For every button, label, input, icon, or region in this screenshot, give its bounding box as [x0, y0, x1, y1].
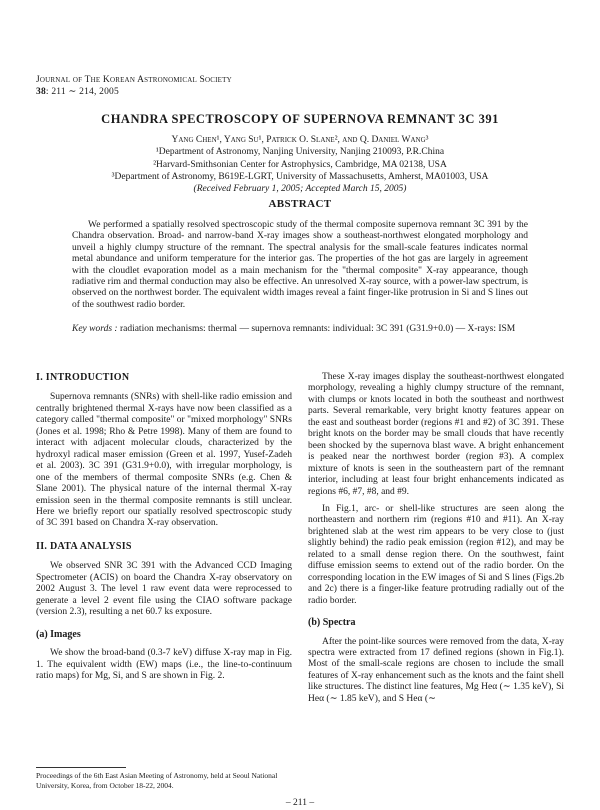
- affiliation-3: ³Department of Astronomy, B619E-LGRT, University of Massachusetts, Amherst, MA01003, USA: [111, 171, 489, 182]
- data-analysis-paragraph: We observed SNR 3C 391 with the Advanced CCD Imaging Spectrometer (ACIS) on board the Chandra X-ray observatory on 2002 August 3. The level 1 raw event data were reprocessed to generate a level 2 event file using the CIAO software package (version 2.3), resulting a net 60.7 ks exposure.: [36, 561, 292, 618]
- right-column: [308, 372, 564, 705]
- author-block: [0, 134, 600, 195]
- journal-name: Journal of The Korean Astronomical Society: [36, 75, 232, 85]
- footnote-rule: [36, 767, 126, 768]
- subsection-spectra-heading: (b) Spectra: [308, 617, 356, 629]
- journal-citation: [36, 86, 232, 98]
- images-paragraph-1: We show the broad-band (0.3-7 keV) diffuse X-ray map in Fig. 1. The equivalent width (EW) maps (i.e., the line-to-continuum ratio maps) for Mg, Si, and S are shown in Fig. 2.: [36, 648, 292, 681]
- introduction-paragraph: Supernova remnants (SNRs) with shell-like radio emission and centrally brightened thermal X-rays have now been classified as a category called "thermal composite" or "mixed morphology" SNRs (Jones et al. 1998; Rho & Petre 1998). Many of them are found to interact with adjacent molecular clouds, characterized by the hydroxyl radical maser emission (Green et al. 1997, Yusef-Zadeh et al. 2003). 3C 391 (G31.9+0.0), with irregular morphology, is one of the members of thermal composite SNRs (e.g. Chen & Slane 2001). The physical nature of the internal thermal X-ray emission seen in the thermal composite remnants is still unclear. Here we briefly report our spatially resolved spectroscopic study of 3C 391 based on Chandra X-ray observation.: [36, 392, 292, 529]
- author-list: Yang Chen¹, Yang Su¹, Patrick O. Slane², and Q. Daniel Wang³: [171, 135, 429, 145]
- abstract-heading: ABSTRACT: [268, 198, 332, 210]
- affiliation-1: ¹Department of Astronomy, Nanjing University, Nanjing 210093, P.R.China: [155, 147, 445, 158]
- footnote: Proceedings of the 6th East Asian Meeting of Astronomy, held at Seoul National University, Korea, from October 18-22, 2004.: [36, 771, 278, 790]
- abstract-text: We performed a spatially resolved spectroscopic study of the thermal composite supernova remnant 3C 391 by the Chandra observation. Broad- and narrow-band X-ray images show a southeast-northwest elongated morphology and unveil a highly clumpy structure of the remnant. The spectral analysis for the small-scale features indicates normal metal abundance and uniform temperature for the interior gas. The properties of the hot gas are largely in agreement with the cloudlet evaporation model as a main mechanism for the "thermal composite" X-ray appearance, though radiative rim and thermal conduction may also be effective. An unresolved X-ray source, with a power-law spectrum, is observed on the northwest border. The equivalent width images reveal a faint finger-like protrusion in Si and S lines out of the southwest radio border.: [72, 220, 528, 310]
- keywords-label: Key words :: [72, 324, 118, 334]
- paper-title: CHANDRA SPECTROSCOPY OF SUPERNOVA REMNANT 3C 391: [101, 112, 499, 126]
- images-paragraph-2: These X-ray images display the southeast-northwest elongated morphology, revealing a highly clumpy structure of the remnant, with clumps or knots located in both the southeast and northwest parts. Several remarkable, very bright knotty features appear on the east and southeast border (regions #1 and #2) of 3C 391. These bright knots on the border may be small clouds that have recently been shocked by the supernova blast wave. A bright enhancement is peaked near the northwest border (region #3). A complex mixture of knots is seen in the southeastern part of the remnant interior, including at least four bright enhancements indicated as regions #6, #7, #8, and #9.: [308, 372, 564, 497]
- journal-volume: 38: [36, 87, 46, 97]
- journal-pages: : 211 ∼ 214, 2005: [45, 87, 119, 97]
- subsection-images-heading: (a) Images: [36, 628, 81, 640]
- keywords-text: radiation mechanisms: thermal — supernova remnants: individual: 3C 391 (G31.9+0.0) — X-rays: ISM: [117, 324, 516, 334]
- journal-header: [36, 74, 232, 98]
- affiliation-2: ²Harvard-Smithsonian Center for Astrophysics, Cambridge, MA 02138, USA: [153, 159, 447, 170]
- spectra-paragraph: After the point-like sources were removed from the data, X-ray spectra were extracted from 17 defined regions (shown in Fig.1). Most of the small-scale regions are chosen to include the small features of X-ray enhancement such as the knots and the faint shell like structures. The distinct line features, Mg Heα (∼ 1.35 keV), Si Heα (∼ 1.85 keV), and S Heα (∼: [308, 636, 564, 704]
- left-column: [36, 372, 292, 682]
- images-paragraph-3: In Fig.1, arc- or shell-like structures are seen along the northeastern and northern rim (regions #10 and #11). An X-ray brightened slab at the west rim appears to be very close to (just slightly behind) the radio peak emission (region #12), and may be related to a small dense region there. On the southwest, faint diffuse emission seems to extend out of the radio border. On the corresponding location in the EW images of Si and S lines (Figs.2b and 2c) there is a finger-like feature protruding radially out of the radio border.: [308, 503, 564, 606]
- section-introduction-heading: I. INTRODUCTION: [36, 372, 130, 383]
- keywords: [72, 324, 528, 336]
- received-date: (Received February 1, 2005; Accepted March 15, 2005): [193, 184, 407, 195]
- page-number: – 211 –: [285, 798, 315, 808]
- section-data-analysis-heading: II. DATA ANALYSIS: [36, 540, 132, 552]
